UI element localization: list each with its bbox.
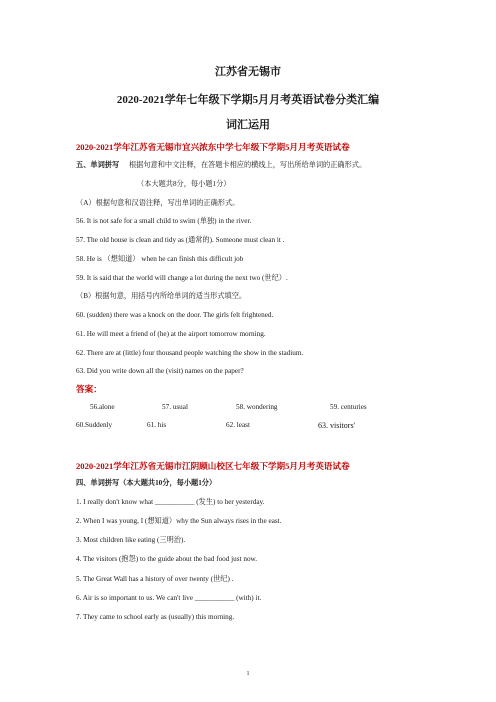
question-line: 7. They came to school early as (usually) this morning. [76,613,235,621]
question-number-label: 五、单词拼写 [76,161,120,169]
question-line: 1. I really don't know what ___________ (发生) to her yesterday. [76,498,265,506]
answer-item: 62. least [226,421,250,429]
title-region: 江苏省无锡市 [215,66,281,78]
question-score: （本大题共8分，每小题1分） [137,180,231,188]
title-topic: 词汇运用 [226,119,270,131]
title-main: 2020-2021学年七年级下学期5月月考英语试卷分类汇编 [116,94,380,106]
answer-item: 61. his [147,421,167,429]
question-line: 62. There are at (little) four thousand people watching the show in the stadium. [76,349,304,357]
question-line: 3. Most children like eating (三明治). [76,536,186,544]
question-line: 4. The visitors (抱怨) to the guide about the bad food just now. [76,555,258,563]
question-line: 2. When I was young, I (想知道）why the Sun always rises in the east. [76,517,282,525]
answer-item: 58. wondering [236,403,278,411]
question-line: 59. It is said that the world will change a lot during the next two (世纪）. [76,274,288,282]
part-a-instruction: （A）根据句意和汉语注释，写出单词的正确形式。 [76,199,240,207]
question-instruction: 根据句意和中文注释，在答题卡相应的横线上，写出所给单词的正确形式。 [128,161,367,169]
answer-item: 57. usual [162,403,188,411]
section-heading-2: 2020-2021学年江苏省无锡市江阴顾山校区七年级下学期5月月考英语试卷 [76,461,350,471]
answer-item: 63. visitors' [318,421,355,430]
question-line: 56. It is not safe for a small child to swim (单独) in the river. [76,217,252,225]
answer-label: 答案： [76,384,102,394]
question-line: 58. He is （想知道） when he can finish this difficult job [76,255,244,263]
question-line: 63. Did you write down all the (visit) names on the paper? [76,367,244,375]
part-b-instruction: （B）根据句意，用括号内所给单词的适当形式填空。 [76,292,247,300]
question-line: 6. Air is so important to us. We can't live ___________ (with) it. [76,594,262,602]
question-line: 57. The old house is clean and tidy as (通常的). Someone must clean it . [76,236,285,244]
answer-item: 56.alone [90,403,115,411]
page-number: 1 [246,671,250,677]
question-line: 5. The Great Wall has a history of over twenty (世纪) . [76,575,234,583]
answer-item: 59. centuries [330,403,367,411]
question-heading-1 [76,161,366,170]
section-heading-1: 2020-2021学年江苏省无锡市宜兴浓东中学七年级下学期5月月考英语试卷 [76,142,350,152]
answer-item: 60.Suddenly [76,421,113,429]
question-line: 60. (sudden) there was a knock on the door. The girls felt frightened. [76,311,274,319]
question-line: 61. He will meet a friend of (he) at the airport tomorrow morning. [76,330,266,338]
question-heading-2: 四、单词拼写（本大题共10分，每小题1分） [76,479,217,487]
